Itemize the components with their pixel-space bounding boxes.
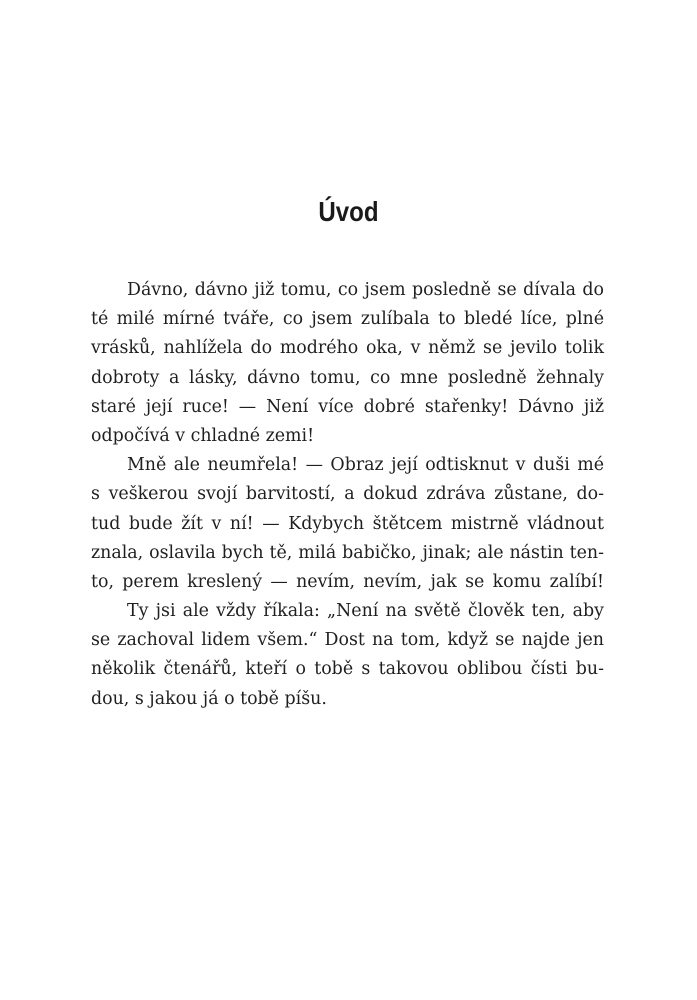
text-line: odpočívá v chladné zemi! bbox=[91, 425, 315, 446]
text-line: dobroty a lásky, dávno tomu, co mne posledně žehnaly bbox=[91, 367, 604, 388]
text-line: Dávno, dávno již tomu, co jsem posledně se dívala do bbox=[127, 280, 604, 300]
text-line: Mně ale neumřela! — Obraz její odtisknut v duši mé bbox=[127, 455, 604, 476]
chapter-title: Úvod bbox=[318, 196, 379, 227]
text-line: dou, s jakou já o tobě píšu. bbox=[91, 688, 327, 709]
text-line: znala, oslavila bych tě, milá babičko, jinak; ale nástin ten- bbox=[91, 542, 604, 563]
text-line: to, perem kreslený — nevím, nevím, jak se komu zalíbí! bbox=[91, 571, 604, 592]
text-line: staré její ruce! — Není více dobré stařenky! Dávno již bbox=[91, 396, 604, 417]
chapter-body bbox=[91, 276, 604, 714]
text-line: se zachoval lidem všem.“ Dost na tom, když se najde jen bbox=[91, 630, 604, 651]
text-line: té milé mírné tváře, co jsem zulíbala to bledé líce, plné bbox=[91, 309, 604, 330]
text-line: s veškerou svojí barvitostí, a dokud zdráva zůstane, do- bbox=[91, 484, 604, 505]
text-line: vrásků, nahlížela do modrého oka, v němž se jevilo tolik bbox=[91, 338, 604, 359]
text-line: Ty jsi ale vždy říkala: „Není na světě člověk ten, aby bbox=[127, 601, 604, 622]
text-line: tud bude žít v ní! — Kdybych štětcem mistrně vládnout bbox=[91, 513, 604, 534]
text-line: několik čtenářů, kteří o tobě s takovou oblibou čísti bu- bbox=[91, 659, 604, 680]
